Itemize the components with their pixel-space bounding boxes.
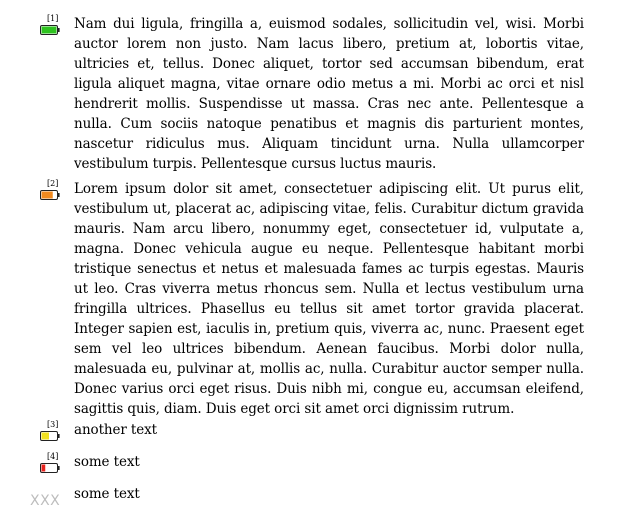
battery-low-icon xyxy=(40,463,60,473)
battery-full-icon xyxy=(40,25,60,35)
item-number: [4] xyxy=(47,452,59,461)
paragraph-text: another text xyxy=(74,422,157,438)
paragraph-text: some text xyxy=(74,486,140,502)
paragraph-text: Nam dui ligula, fringilla a, euismod sodales, sollicitudin vel, wisi. Morbi auctor lorem non justo. Nam lacus libero, pretium at, lobortis vitae, ultricies et, tellus. Donec aliquet, tortor sed accumsan bibendum, erat ligula aliquet magna, vitae ornare odio metus a mi. Morbi ac orci et nisl hendrerit mollis. Suspendisse ut massa. Cras nec ante. Pellentesque a nulla. Cum sociis natoque penatibus et magnis dis parturient montes, nascetur ridiculus mus. Aliquam tincidunt urna. Nulla ullamcorper vestibulum turpis. Pellentesque cursus luctus mauris. xyxy=(74,16,584,172)
battery-half-icon xyxy=(40,431,60,441)
item-number: [3] xyxy=(47,420,59,429)
paragraph-text: some text xyxy=(74,454,140,470)
item-number: [1] xyxy=(47,14,59,23)
item-number: [2] xyxy=(47,179,59,188)
paragraph-text: Lorem ipsum dolor sit amet, consectetuer adipiscing elit. Ut purus elit, vestibulum ut, placerat ac, adipiscing vitae, felis. Curabitur dictum gravida mauris. Nam arcu libero, nonummy eget, consectetuer id, vulputate a, magna. Donec vehicula augue eu neque. Pellentesque habitant morbi tristique senectus et netus et malesuada fames ac turpis egestas. Mauris ut leo. Cras viverra metus rhoncus sem. Nulla et lectus vestibulum urna fringilla ultrices. Phasellus eu tellus sit amet tortor gravida placerat. Integer sapien est, iaculis in, pretium quis, viverra ac, nunc. Praesent eget sem vel leo ultrices bibendum. Aenean faucibus. Morbi dolor nulla, malesuada eu, pulvinar at, mollis ac, nulla. Curabitur auctor semper nulla. Donec varius orci eget risus. Duis nibh mi, congue eu, accumsan eleifend, sagittis quis, diam. Duis eget orci sit amet orci dignissim rutrum. xyxy=(74,181,584,417)
battery-three-quarter-icon xyxy=(40,190,60,200)
placeholder-marker: XXX xyxy=(30,493,61,509)
